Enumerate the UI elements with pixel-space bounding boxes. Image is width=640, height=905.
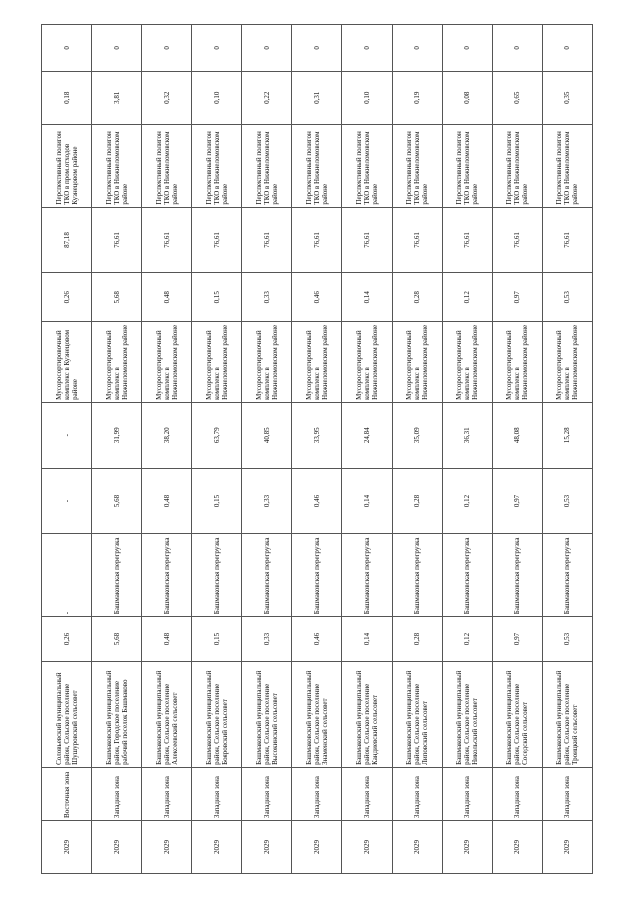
sorting-facility-cell: Мусоросортировочный комплекс в Нижнеломовском районе (192, 322, 242, 403)
landfill-cell: Перспективный полигон ТКО в Нижнеломовском районе (542, 124, 592, 207)
facility-volume-cell: 0,15 (192, 273, 242, 322)
table-row (492, 25, 542, 874)
transfer-volume-cell: 0,97 (492, 468, 542, 534)
settlement-cell: Башмаковский муниципальный район, Сельское поселение Высокинский сельсовет (242, 661, 292, 767)
distance-cell: 36,31 (442, 402, 492, 468)
facility-volume-cell: 0,53 (542, 273, 592, 322)
landfill-volume-cell: 0,31 (292, 71, 342, 124)
distance-cell: - (42, 402, 92, 468)
transfer-volume-cell: 0,33 (242, 468, 292, 534)
year-cell: 2029 (292, 820, 342, 873)
landfill-volume-cell: 0,65 (492, 71, 542, 124)
facility-volume-cell: 0,97 (492, 273, 542, 322)
settlement-cell: Соловьевский муниципальный район, Сельское поселение Шушуровский сельсовет (42, 661, 92, 767)
residual-cell: 0 (492, 25, 542, 72)
sorting-facility-cell: Мусоросортировочный комплекс в Нижнеломовском районе (442, 322, 492, 403)
settlement-cell: Башмаковский муниципальный район, Сельское поселение Знаменский сельсовет (292, 661, 342, 767)
settlement-cell: Башмаковский муниципальный район, Сельское поселение Троицкий сельсовет (542, 661, 592, 767)
table-row (92, 25, 142, 874)
year-cell: 2029 (392, 820, 442, 873)
volume-cell: 5,68 (92, 617, 142, 662)
landfill-cell: Перспективный полигон ТКО в Нижнеломовском районе (92, 124, 142, 207)
year-cell: 2029 (342, 820, 392, 873)
table-row (392, 25, 442, 874)
percent-cell: 76,61 (192, 207, 242, 273)
sorting-facility-cell: Мусоросортировочный комплекс в Нижнеломовском районе (142, 322, 192, 403)
percent-cell: 76,61 (242, 207, 292, 273)
volume-cell: 0,12 (442, 617, 492, 662)
zone-cell: Западная зона (342, 767, 392, 820)
volume-cell: 0,46 (292, 617, 342, 662)
zone-cell: Западная зона (492, 767, 542, 820)
year-cell: 2029 (42, 820, 92, 873)
sorting-facility-cell: Мусоросортировочный комплекс в Нижнеломовском районе (292, 322, 342, 403)
residual-cell: 0 (192, 25, 242, 72)
distance-cell: 38,20 (142, 402, 192, 468)
percent-cell: 76,61 (142, 207, 192, 273)
settlement-cell: Башмаковский муниципальный район, Сельское поселение Липовский сельсовет (392, 661, 442, 767)
facility-volume-cell: 5,68 (92, 273, 142, 322)
table-row (42, 25, 92, 874)
zone-cell: Западная зона (542, 767, 592, 820)
transfer-volume-cell: 0,15 (192, 468, 242, 534)
transfer-volume-cell: 0,46 (292, 468, 342, 534)
zone-cell: Западная зона (192, 767, 242, 820)
settlement-cell: Башмаковский муниципальный район, Сельское поселение Никольский сельсовет (442, 661, 492, 767)
percent-cell: 76,61 (92, 207, 142, 273)
percent-cell: 76,61 (542, 207, 592, 273)
rotated-table-container (41, 24, 593, 874)
transfer-volume-cell: 0,28 (392, 468, 442, 534)
landfill-volume-cell: 0,35 (542, 71, 592, 124)
table-row (542, 25, 592, 874)
transfer-station-cell: Башмаковская перегрузка (142, 534, 192, 617)
sorting-facility-cell: Мусоросортировочный комплекс в Нижнеломовском районе (92, 322, 142, 403)
sorting-facility-cell: Мусоросортировочный комплекс в Кузнецовом районе (42, 322, 92, 403)
percent-cell: 76,61 (492, 207, 542, 273)
year-cell: 2029 (492, 820, 542, 873)
volume-cell: 0,15 (192, 617, 242, 662)
transfer-station-cell: - (42, 534, 92, 617)
distance-cell: 48,08 (492, 402, 542, 468)
zone-cell: Западная зона (392, 767, 442, 820)
sorting-facility-cell: Мусоросортировочный комплекс в Нижнеломовском районе (242, 322, 292, 403)
table-row (342, 25, 392, 874)
transfer-station-cell: Башмаковская перегрузка (392, 534, 442, 617)
volume-cell: 0,26 (42, 617, 92, 662)
settlement-cell: Башмаковский муниципальный район, Сельское поселение Алексеевский сельсовет (142, 661, 192, 767)
sorting-facility-cell: Мусоросортировочный комплекс в Нижнеломовском районе (342, 322, 392, 403)
landfill-cell: Перспективный полигон ТКО в пром.отходов Кузнецовом районе (42, 124, 92, 207)
transfer-station-cell: Башмаковская перегрузка (492, 534, 542, 617)
year-cell: 2029 (442, 820, 492, 873)
facility-volume-cell: 0,48 (142, 273, 192, 322)
settlement-cell: Башмаковский муниципальный район, Сельское поселение Кандиевский сельсовет (342, 661, 392, 767)
transfer-volume-cell: 0,53 (542, 468, 592, 534)
residual-cell: 0 (392, 25, 442, 72)
residual-cell: 0 (542, 25, 592, 72)
percent-cell: 76,61 (292, 207, 342, 273)
transfer-volume-cell: 0,14 (342, 468, 392, 534)
volume-cell: 0,33 (242, 617, 292, 662)
year-cell: 2029 (542, 820, 592, 873)
settlement-cell: Башмаковский муниципальный район, Городское поселение рабочий поселок Башмаково (92, 661, 142, 767)
residual-cell: 0 (292, 25, 342, 72)
zone-cell: Западная зона (92, 767, 142, 820)
year-cell: 2029 (242, 820, 292, 873)
residual-cell: 0 (92, 25, 142, 72)
facility-volume-cell: 0,33 (242, 273, 292, 322)
transfer-station-cell: Башмаковская перегрузка (442, 534, 492, 617)
volume-cell: 0,53 (542, 617, 592, 662)
percent-cell: 76,61 (442, 207, 492, 273)
transfer-volume-cell: 5,68 (92, 468, 142, 534)
sorting-facility-cell: Мусоросортировочный комплекс в Нижнеломовском районе (542, 322, 592, 403)
sorting-facility-cell: Мусоросортировочный комплекс в Нижнеломовском районе (392, 322, 442, 403)
transfer-station-cell: Башмаковская перегрузка (342, 534, 392, 617)
table-row (242, 25, 292, 874)
transfer-volume-cell: 0,48 (142, 468, 192, 534)
transfer-volume-cell: 0,12 (442, 468, 492, 534)
percent-cell: 76,61 (392, 207, 442, 273)
residual-cell: 0 (342, 25, 392, 72)
year-cell: 2029 (92, 820, 142, 873)
facility-volume-cell: 0,12 (442, 273, 492, 322)
landfill-volume-cell: 3,81 (92, 71, 142, 124)
volume-cell: 0,97 (492, 617, 542, 662)
settlement-cell: Башмаковский муниципальный район, Сельское поселение Соседский сельсовет (492, 661, 542, 767)
distance-cell: 63,79 (192, 402, 242, 468)
table-row (292, 25, 342, 874)
zone-cell: Западная зона (292, 767, 342, 820)
landfill-cell: Перспективный полигон ТКО в Нижнеломовском районе (442, 124, 492, 207)
percent-cell: 76,61 (342, 207, 392, 273)
table-row (192, 25, 242, 874)
transfer-station-cell: Башмаковская перегрузка (292, 534, 342, 617)
settlement-cell: Башмаковский муниципальный район, Сельское поселение Бояровский сельсовет (192, 661, 242, 767)
zone-cell: Восточная зона (42, 767, 92, 820)
landfill-volume-cell: 0,08 (442, 71, 492, 124)
landfill-volume-cell: 0,10 (342, 71, 392, 124)
landfill-cell: Перспективный полигон ТКО в Нижнеломовском районе (292, 124, 342, 207)
facility-volume-cell: 0,26 (42, 273, 92, 322)
volume-cell: 0,48 (142, 617, 192, 662)
distance-cell: 31,99 (92, 402, 142, 468)
landfill-cell: Перспективный полигон ТКО в Нижнеломовском районе (242, 124, 292, 207)
landfill-volume-cell: 0,18 (42, 71, 92, 124)
facility-volume-cell: 0,28 (392, 273, 442, 322)
landfill-volume-cell: 0,10 (192, 71, 242, 124)
year-cell: 2029 (142, 820, 192, 873)
transfer-station-cell: Башмаковская перегрузка (192, 534, 242, 617)
transfer-station-cell: Башмаковская перегрузка (542, 534, 592, 617)
distance-cell: 40,85 (242, 402, 292, 468)
landfill-cell: Перспективный полигон ТКО в Нижнеломовском районе (492, 124, 542, 207)
distance-cell: 15,28 (542, 402, 592, 468)
landfill-cell: Перспективный полигон ТКО в Нижнеломовском районе (392, 124, 442, 207)
volume-cell: 0,28 (392, 617, 442, 662)
zone-cell: Западная зона (142, 767, 192, 820)
zone-cell: Западная зона (442, 767, 492, 820)
residual-cell: 0 (142, 25, 192, 72)
landfill-cell: Перспективный полигон ТКО в Нижнеломовском районе (342, 124, 392, 207)
landfill-volume-cell: 0,22 (242, 71, 292, 124)
residual-cell: 0 (42, 25, 92, 72)
distance-cell: 24,84 (342, 402, 392, 468)
waste-flow-table (41, 24, 593, 874)
facility-volume-cell: 0,14 (342, 273, 392, 322)
volume-cell: 0,14 (342, 617, 392, 662)
landfill-cell: Перспективный полигон ТКО в Нижнеломовском районе (142, 124, 192, 207)
table-row (142, 25, 192, 874)
landfill-volume-cell: 0,32 (142, 71, 192, 124)
residual-cell: 0 (242, 25, 292, 72)
sorting-facility-cell: Мусоросортировочный комплекс в Нижнеломовском районе (492, 322, 542, 403)
percent-cell: 87,18 (42, 207, 92, 273)
landfill-cell: Перспективный полигон ТКО в Нижнеломовском районе (192, 124, 242, 207)
zone-cell: Западная зона (242, 767, 292, 820)
landfill-volume-cell: 0,19 (392, 71, 442, 124)
year-cell: 2029 (192, 820, 242, 873)
transfer-volume-cell: - (42, 468, 92, 534)
table-row (442, 25, 492, 874)
facility-volume-cell: 0,46 (292, 273, 342, 322)
distance-cell: 33,95 (292, 402, 342, 468)
distance-cell: 35,09 (392, 402, 442, 468)
transfer-station-cell: Башмаковская перегрузка (242, 534, 292, 617)
residual-cell: 0 (442, 25, 492, 72)
transfer-station-cell: Башмаковская перегрузка (92, 534, 142, 617)
